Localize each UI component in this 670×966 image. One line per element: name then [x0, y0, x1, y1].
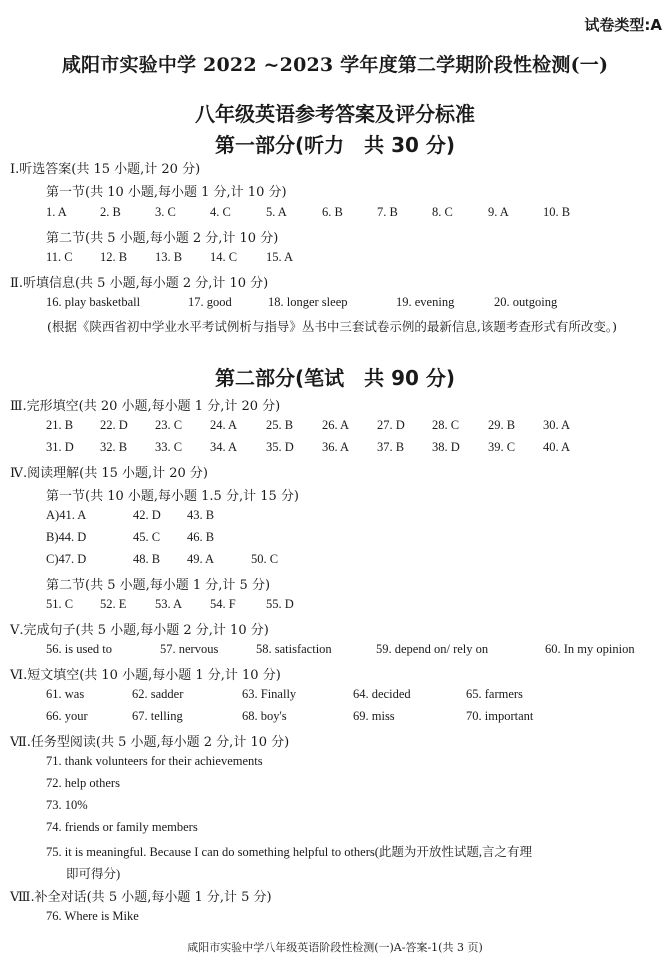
answer-item: 57. nervous [160, 642, 219, 656]
answer-item: 6. B [322, 205, 343, 219]
section-1-sub2: 第二节(共 5 小题,每小题 2 分,计 10 分) [46, 231, 279, 246]
answer-item: 54. F [210, 597, 236, 611]
answer-item: 35. D [266, 440, 294, 454]
answer-item: 59. depend on/ rely on [376, 642, 489, 656]
answer-line: 74. friends or family members [46, 820, 198, 834]
answer-item: 33. C [155, 440, 183, 454]
answer-line: 75. it is meaningful. Because I can do something helpful to others(此题为开放性试题,言之有理 [46, 845, 533, 859]
answer-item: 43. B [187, 508, 215, 522]
answer-line: 76. Where is Mike [46, 909, 139, 923]
answer-item: 58. satisfaction [256, 642, 332, 656]
answer-item: 70. important [466, 709, 534, 723]
exam-title: 咸阳市实验中学 2022 ~2023 学年度第二学期阶段性检测(一) [61, 54, 609, 76]
page-footer: 咸阳市实验中学八年级英语阶段性检测(一)A-答案-1(共 3 页) [187, 941, 483, 954]
answer-item: 65. farmers [466, 687, 523, 701]
section-2-heading: Ⅱ.听填信息(共 5 小题,每小题 2 分,计 10 分) [10, 276, 269, 291]
section-7-heading: Ⅶ.任务型阅读(共 5 小题,每小题 2 分,计 10 分) [10, 735, 290, 750]
section-4-sub2: 第二节(共 5 小题,每小题 1 分,计 5 分) [46, 578, 271, 593]
answer-item: 29. B [488, 418, 516, 432]
answer-item: 61. was [46, 687, 85, 701]
answer-item: 51. C [46, 597, 74, 611]
answer-item: 28. C [432, 418, 460, 432]
paper-type-label: 试卷类型:A [584, 16, 662, 34]
section-4-heading: Ⅳ.阅读理解(共 15 小题,计 20 分) [10, 466, 209, 481]
answer-line: 73. 10% [46, 798, 88, 812]
section-2-note: (根据《陕西省初中学业水平考试例析与指导》丛书中三套试卷示例的最新信息,该题考查形式有所改变。) [47, 319, 617, 334]
answer-item: 24. A [210, 418, 238, 432]
answer-item: 48. B [133, 552, 161, 566]
answer-item: 17. good [188, 295, 232, 309]
answer-item: 23. C [155, 418, 183, 432]
answer-item: 21. B [46, 418, 74, 432]
answer-item: 15. A [266, 250, 294, 264]
answer-item: 60. In my opinion [545, 642, 635, 656]
answer-item: 68. boy's [242, 709, 287, 723]
answer-line: 72. help others [46, 776, 120, 790]
answer-item: 16. play basketball [46, 295, 141, 309]
answer-item: 67. telling [132, 709, 183, 723]
answer-line: 71. thank volunteers for their achievements [46, 754, 263, 768]
answer-item: 55. D [266, 597, 294, 611]
answer-item: 27. D [377, 418, 405, 432]
answer-item: 52. E [100, 597, 127, 611]
section-6-heading: Ⅵ.短文填空(共 10 小题,每小题 1 分,计 10 分) [10, 668, 281, 683]
answer-item: 13. B [155, 250, 183, 264]
answer-item: 49. A [187, 552, 215, 566]
answer-item: 8. C [432, 205, 453, 219]
answer-item: 45. C [133, 530, 161, 544]
answer-item: 26. A [322, 418, 350, 432]
answer-item: 53. A [155, 597, 183, 611]
answer-item: 69. miss [353, 709, 395, 723]
answer-item: 12. B [100, 250, 128, 264]
answer-item: 66. your [46, 709, 88, 723]
answer-item: 14. C [210, 250, 238, 264]
section-5-heading: Ⅴ.完成句子(共 5 小题,每小题 2 分,计 10 分) [10, 623, 269, 638]
answer-item: 37. B [377, 440, 405, 454]
section-3-heading: Ⅲ.完形填空(共 20 小题,每小题 1 分,计 20 分) [10, 399, 281, 414]
section-4-sub1: 第一节(共 10 小题,每小题 1.5 分,计 15 分) [46, 489, 299, 504]
document-title: 八年级英语参考答案及评分标准 [195, 102, 475, 126]
answer-item: 11. C [46, 250, 73, 264]
answer-item: 38. D [432, 440, 460, 454]
answer-item: 56. is used to [46, 642, 112, 656]
answer-item: 3. C [155, 205, 176, 219]
answer-item: C)47. D [46, 552, 87, 566]
answer-item: 32. B [100, 440, 128, 454]
answer-item: 1. A [46, 205, 67, 219]
answer-item: 4. C [210, 205, 231, 219]
answer-item: 25. B [266, 418, 294, 432]
answer-item: 22. D [100, 418, 128, 432]
answer-item: 40. A [543, 440, 571, 454]
answer-item: 10. B [543, 205, 571, 219]
section-8-heading: Ⅷ.补全对话(共 5 小题,每小题 1 分,计 5 分) [10, 890, 272, 905]
answer-item: 30. A [543, 418, 571, 432]
answer-item: 36. A [322, 440, 350, 454]
answer-item: 62. sadder [132, 687, 184, 701]
answer-item: 46. B [187, 530, 215, 544]
answer-item: 64. decided [353, 687, 411, 701]
answer-item: 9. A [488, 205, 509, 219]
answer-item: 19. evening [396, 295, 455, 309]
answer-item: B)44. D [46, 530, 87, 544]
answer-item: 20. outgoing [494, 295, 558, 309]
answer-item: 50. C [251, 552, 279, 566]
answer-item: 7. B [377, 205, 398, 219]
answer-item: 42. D [133, 508, 161, 522]
section-1-heading: Ⅰ.听选答案(共 15 小题,计 20 分) [10, 162, 201, 177]
answer-item: 39. C [488, 440, 516, 454]
section-1-sub1: 第一节(共 10 小题,每小题 1 分,计 10 分) [46, 185, 287, 200]
answer-item: 63. Finally [242, 687, 297, 701]
part1-title: 第一部分(听力 共 30 分) [214, 133, 456, 157]
answer-item: A)41. A [46, 508, 87, 522]
answer-line-continued: 即可得分) [66, 867, 121, 881]
answer-item: 31. D [46, 440, 74, 454]
answer-item: 2. B [100, 205, 121, 219]
answer-item: 18. longer sleep [268, 295, 348, 309]
answer-item: 34. A [210, 440, 238, 454]
answer-item: 5. A [266, 205, 287, 219]
part2-title: 第二部分(笔试 共 90 分) [214, 366, 456, 390]
